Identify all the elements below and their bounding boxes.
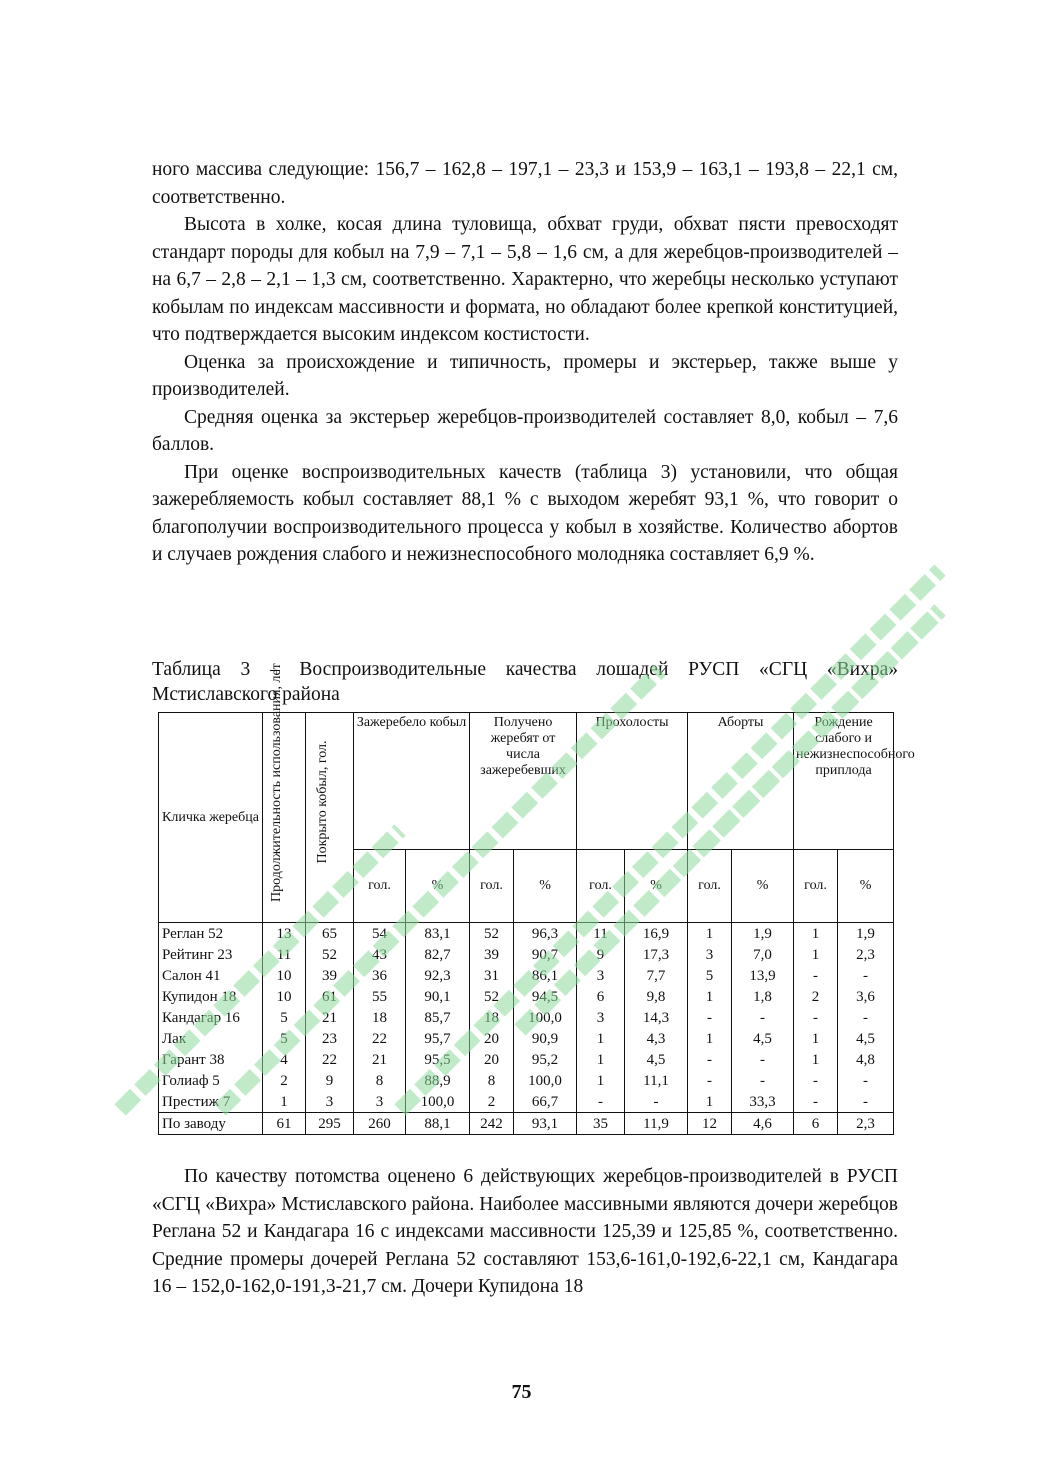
- table-cell: 100,0: [406, 1091, 470, 1113]
- table-cell: 4,5: [838, 1028, 894, 1049]
- table-row: [159, 944, 894, 965]
- subheader-pct: %: [514, 850, 577, 923]
- table-cell: 1: [688, 923, 732, 945]
- paragraph: Оценка за происхождение и типичность, промеры и экстерьер, также выше у производителей.: [152, 351, 898, 400]
- header-name: Кличка жеребца: [159, 713, 263, 923]
- table-cell: 23: [306, 1028, 354, 1049]
- table-cell: 1: [688, 986, 732, 1007]
- subheader-pct: %: [838, 850, 894, 923]
- table-cell: -: [794, 965, 838, 986]
- table-cell: 1: [688, 1091, 732, 1113]
- table-cell: 260: [354, 1113, 406, 1135]
- table-cell: 90,1: [406, 986, 470, 1007]
- paragraph: При оценке воспроизводительных качеств (таблица 3) установили, что общая зажеребляемость кобыл составляет 88,1 % с выходом жеребят 93,1 %, что говорит о благополучии воспроизводительного процесса у кобыл в хозяйстве. Количество абортов и случаев рождения слабого и нежизнеспособного молодняка составляет 6,9 %.: [152, 461, 898, 565]
- table-cell: 8: [354, 1070, 406, 1091]
- table-cell: 2: [263, 1070, 306, 1091]
- table-row: [159, 1007, 894, 1028]
- table-cell: -: [688, 1049, 732, 1070]
- table-cell: 4,3: [625, 1028, 688, 1049]
- table-cell: 95,5: [406, 1049, 470, 1070]
- table-cell: 85,7: [406, 1007, 470, 1028]
- table-cell-name: Голиаф 5: [159, 1070, 263, 1091]
- table-cell: 36: [354, 965, 406, 986]
- header-abortions: Аборты: [688, 713, 794, 850]
- table-caption: Таблица 3 – Воспроизводительные качества лошадей РУСП «СГЦ «Вихра» Мстиславского района: [152, 659, 898, 705]
- table-cell: 52: [306, 944, 354, 965]
- table-row: [159, 923, 894, 945]
- table-cell: 3: [577, 965, 625, 986]
- body-text-top: [152, 156, 898, 569]
- table-cell: 65: [306, 923, 354, 945]
- table-cell: -: [688, 1007, 732, 1028]
- table-cell: 90,7: [514, 944, 577, 965]
- table-row: [159, 965, 894, 986]
- table-cell: 100,0: [514, 1070, 577, 1091]
- header-pregnant: Зажеребело кобыл: [354, 713, 470, 850]
- table-cell: -: [838, 1091, 894, 1113]
- table-cell: 55: [354, 986, 406, 1007]
- table-cell: 17,3: [625, 944, 688, 965]
- body-text-bottom: [152, 1163, 898, 1301]
- table-cell: 43: [354, 944, 406, 965]
- table-cell: 242: [470, 1113, 514, 1135]
- table-cell: 1: [577, 1049, 625, 1070]
- table-cell: 52: [470, 986, 514, 1007]
- table-cell: 8: [470, 1070, 514, 1091]
- table-cell: 95,2: [514, 1049, 577, 1070]
- header-weak: Рождение слабого и нежизнеспособного приплода: [794, 713, 894, 850]
- table-cell: 96,3: [514, 923, 577, 945]
- header-foals: Получено жеребят от числа зажеребевших: [470, 713, 577, 850]
- table-cell: 1: [794, 923, 838, 945]
- table-cell: 11: [263, 944, 306, 965]
- table-cell: 5: [263, 1028, 306, 1049]
- table-cell-name: Салон 41: [159, 965, 263, 986]
- table-cell: 9: [577, 944, 625, 965]
- table-cell: 1,9: [838, 923, 894, 945]
- table-cell: 18: [354, 1007, 406, 1028]
- table-cell: 14,3: [625, 1007, 688, 1028]
- subheader-head: гол.: [354, 850, 406, 923]
- table-cell: 88,9: [406, 1070, 470, 1091]
- table-cell: 11,9: [625, 1113, 688, 1135]
- table-cell: 3: [306, 1091, 354, 1113]
- table-cell: 1: [794, 1028, 838, 1049]
- table-cell: 21: [354, 1049, 406, 1070]
- table-cell: 4,6: [732, 1113, 794, 1135]
- table-cell: 2,3: [838, 1113, 894, 1135]
- paragraph: ного массива следующие: 156,7 – 162,8 – 197,1 – 23,3 и 153,9 – 163,1 – 193,8 – 22,1 см, соответственно.: [152, 159, 898, 208]
- subheader-pct: %: [625, 850, 688, 923]
- table-cell: 1: [794, 944, 838, 965]
- table-row: [159, 1070, 894, 1091]
- table-cell: 7,7: [625, 965, 688, 986]
- table-cell-name: Гарант 38: [159, 1049, 263, 1070]
- table-cell-name: Престиж 7: [159, 1091, 263, 1113]
- table-cell-name: По заводу: [159, 1113, 263, 1135]
- table-cell: 82,7: [406, 944, 470, 965]
- table-cell: 39: [470, 944, 514, 965]
- table-cell: 7,0: [732, 944, 794, 965]
- table-cell: 61: [263, 1113, 306, 1135]
- table-cell-name: Реглан 52: [159, 923, 263, 945]
- table-cell: 1: [794, 1049, 838, 1070]
- table-cell: 2,3: [838, 944, 894, 965]
- table-cell: 2: [794, 986, 838, 1007]
- table-cell: 86,1: [514, 965, 577, 986]
- paragraph: Средняя оценка за экстерьер жеребцов-производителей составляет 8,0, кобыл – 7,6 баллов.: [152, 406, 898, 455]
- subheader-head: гол.: [688, 850, 732, 923]
- table-cell: 11: [577, 923, 625, 945]
- table-row: [159, 1049, 894, 1070]
- table-cell: 90,9: [514, 1028, 577, 1049]
- table-cell: 35: [577, 1113, 625, 1135]
- paragraph: Высота в холке, косая длина туловища, обхват груди, обхват пясти превосходят стандарт породы для кобыл на 7,9 – 7,1 – 5,8 – 1,6 см, а для жеребцов-производителей – на 6,7 – 2,8 – 2,1 – 1,3 см, соответственно. Характерно, что жеребцы несколько уступают кобылам по индексам массивности и формата, но обладают более крепкой конституцией, что подтверждается высоким индексом костистости.: [152, 214, 898, 345]
- table-cell: 20: [470, 1049, 514, 1070]
- table-cell: 12: [688, 1113, 732, 1135]
- table-cell: 21: [306, 1007, 354, 1028]
- table-cell: -: [838, 965, 894, 986]
- header-duration: Продолжительность использования, лет: [263, 713, 306, 923]
- table-cell: 1,8: [732, 986, 794, 1007]
- table-cell: -: [838, 1007, 894, 1028]
- table-row: [159, 986, 894, 1007]
- table-cell: 95,7: [406, 1028, 470, 1049]
- table-cell: 61: [306, 986, 354, 1007]
- table-row: [159, 1028, 894, 1049]
- table-cell: 39: [306, 965, 354, 986]
- table-cell: 13,9: [732, 965, 794, 986]
- subheader-pct: %: [732, 850, 794, 923]
- table-cell: 5: [688, 965, 732, 986]
- table-cell: 66,7: [514, 1091, 577, 1113]
- table-cell: 2: [470, 1091, 514, 1113]
- header-covered: Покрыто кобыл, гол.: [306, 713, 354, 923]
- subheader-pct: %: [406, 850, 470, 923]
- page-number: 75: [511, 1381, 532, 1403]
- table-cell: 1,9: [732, 923, 794, 945]
- table-cell: 3,6: [838, 986, 894, 1007]
- table-cell-name: Лак: [159, 1028, 263, 1049]
- table-cell: 83,1: [406, 923, 470, 945]
- table-cell: -: [732, 1007, 794, 1028]
- table-body: [159, 923, 894, 1135]
- table-cell: 20: [470, 1028, 514, 1049]
- table-cell: 4,8: [838, 1049, 894, 1070]
- subheader-head: гол.: [794, 850, 838, 923]
- table-cell: 3: [577, 1007, 625, 1028]
- table-cell: 88,1: [406, 1113, 470, 1135]
- table-cell: 1: [577, 1070, 625, 1091]
- table-cell: 1: [688, 1028, 732, 1049]
- table-cell: -: [794, 1070, 838, 1091]
- table-cell-name: Купидон 18: [159, 986, 263, 1007]
- table-cell: 1: [263, 1091, 306, 1113]
- table-cell: 11,1: [625, 1070, 688, 1091]
- table-cell: 9: [306, 1070, 354, 1091]
- table-cell: -: [625, 1091, 688, 1113]
- table-cell: 93,1: [514, 1113, 577, 1135]
- table-cell: 3: [354, 1091, 406, 1113]
- table-cell-name: Рейтинг 23: [159, 944, 263, 965]
- subheader-head: гол.: [577, 850, 625, 923]
- table-cell: 6: [577, 986, 625, 1007]
- table-total-row: [159, 1113, 894, 1135]
- table-cell: -: [732, 1049, 794, 1070]
- table-cell: 3: [688, 944, 732, 965]
- table-cell: 10: [263, 965, 306, 986]
- header-barren: Прохолосты: [577, 713, 688, 850]
- table-cell: -: [794, 1007, 838, 1028]
- table-cell: 4,5: [732, 1028, 794, 1049]
- table-cell: 4,5: [625, 1049, 688, 1070]
- table-cell: 33,3: [732, 1091, 794, 1113]
- table-cell: 18: [470, 1007, 514, 1028]
- table-cell: 22: [354, 1028, 406, 1049]
- table-cell: 10: [263, 986, 306, 1007]
- table-cell: 92,3: [406, 965, 470, 986]
- table-cell: 295: [306, 1113, 354, 1135]
- table-cell: 31: [470, 965, 514, 986]
- table-cell: 4: [263, 1049, 306, 1070]
- table-cell: -: [688, 1070, 732, 1091]
- table-cell: -: [794, 1091, 838, 1113]
- table-cell-name: Кандагар 16: [159, 1007, 263, 1028]
- table-cell: 6: [794, 1113, 838, 1135]
- subheader-head: гол.: [470, 850, 514, 923]
- table-cell: -: [577, 1091, 625, 1113]
- table-cell: 1: [577, 1028, 625, 1049]
- table-cell: -: [838, 1070, 894, 1091]
- table-cell: -: [732, 1070, 794, 1091]
- table-cell: 5: [263, 1007, 306, 1028]
- table-row: [159, 1091, 894, 1113]
- table-cell: 13: [263, 923, 306, 945]
- table-cell: 52: [470, 923, 514, 945]
- table-cell: 9,8: [625, 986, 688, 1007]
- table-cell: 16,9: [625, 923, 688, 945]
- table-cell: 54: [354, 923, 406, 945]
- paragraph: По качеству потомства оценено 6 действующих жеребцов-производителей в РУСП «СГЦ «Вихра» Мстиславского района. Наиболее массивными являются дочери жеребцов Реглана 52 и Кандагара 16 с индексами массивности 125,39 и 125,85 %, соответственно. Средние промеры дочерей Реглана 52 составляют 153,6-161,0-192,6-22,1 см, Кандагара 16 – 152,0-162,0-191,3-21,7 см. Дочери Купидона 18: [152, 1166, 898, 1297]
- table-cell: 94,5: [514, 986, 577, 1007]
- table-cell: 100,0: [514, 1007, 577, 1028]
- table-cell: 22: [306, 1049, 354, 1070]
